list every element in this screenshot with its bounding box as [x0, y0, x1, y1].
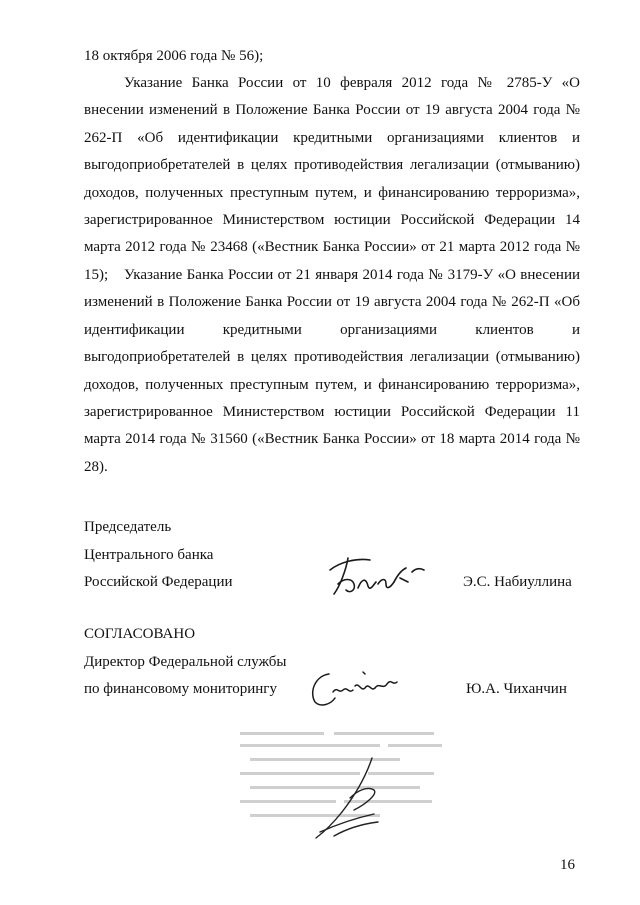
paragraph-continuation: 18 октября 2006 года № 56);	[84, 48, 264, 64]
chair-title-line3: Российской Федерации	[84, 574, 233, 590]
paragraph-directive-2785: Указание Банка России от 10 февраля 2012 года № 2785-У «О внесении изменений в Положение Банка России от 19 августа 2004 года № 262-П «Об идентификации кредитными организациями клиентов и выгодоприобретателей в целях противодействия легализации (отмыванию) доходов, полученных преступным путем, и финансированию терроризма», зарегистрированное Министерством юстиции Российской Федерации 14 марта 2012 года № 23468 («Вестник Банка России» от 21 марта 2012 года № 15);	[84, 75, 580, 283]
approval-name: Ю.А. Чиханчин	[466, 681, 567, 697]
approval-title-line1: Директор Федеральной службы	[84, 654, 287, 670]
approval-heading: СОГЛАСОВАНО	[84, 626, 196, 642]
chair-name: Э.С. Набиуллина	[463, 574, 572, 590]
approval-signature-icon	[305, 664, 405, 710]
chair-title-line2: Центрального банка	[84, 547, 214, 563]
chair-signature-icon	[318, 548, 428, 600]
paragraph-directive-3179: Указание Банка России от 21 января 2014 года № 3179-У «О внесении изменений в Положение Банка России от 19 августа 2004 года № 262-П «Об идентификации кредитными организациями клиентов и выгодоприобретателей в целях противодействия легализации (отмыванию) доходов, полученных преступным путем, и финансированию терроризма», зарегистрированное Министерством юстиции Российской Федерации 11 марта 2014 года № 31560 («Вестник Банка России» от 18 марта 2014 года № 28).	[84, 267, 580, 475]
page-number: 16	[560, 857, 575, 873]
chair-title-line1: Председатель	[84, 519, 172, 535]
approval-title-line2: по финансовому мониторингу	[84, 681, 277, 697]
faded-stamp-icon	[238, 728, 456, 848]
